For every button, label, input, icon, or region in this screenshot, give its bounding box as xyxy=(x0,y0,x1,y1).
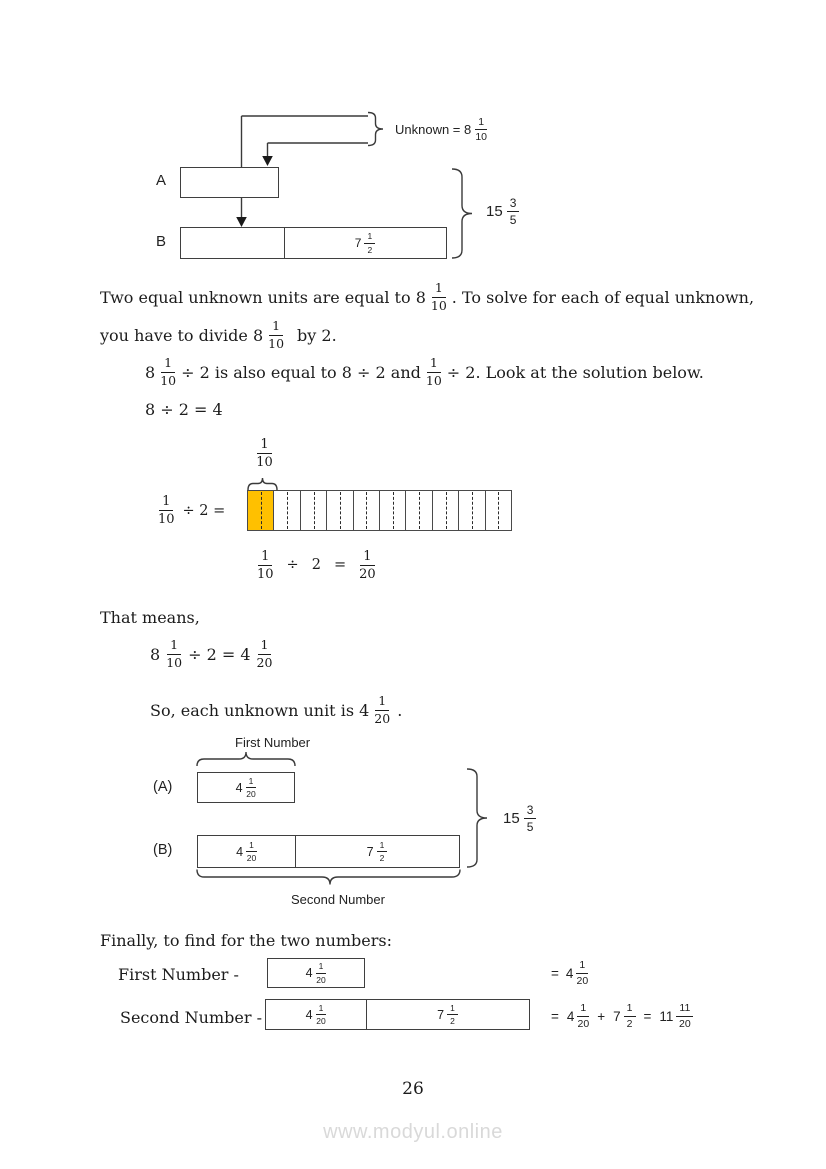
division-bar-cell xyxy=(379,491,405,530)
division-bar-cell xyxy=(273,491,299,530)
result-term-2-fraction: 1 2 xyxy=(624,1003,636,1029)
first-number-box-fraction: 1 20 xyxy=(316,961,326,985)
each-unit-text: So, each unknown unit is 4 1 20 . xyxy=(150,693,403,726)
tenth-label xyxy=(249,438,280,469)
division-bar-cell xyxy=(353,491,379,530)
unknown-label xyxy=(395,111,487,148)
bar-b-value-fraction: 1 2 xyxy=(364,232,375,254)
total-value-top: 15 3 5 xyxy=(486,189,519,233)
second-number-box-value1: 4 1 20 xyxy=(305,1002,326,1026)
division-bar-cell xyxy=(458,491,484,530)
bar-b-bottom-value2: 7 1 2 xyxy=(367,841,388,863)
left-fraction: $\frac{1}{10}$ xyxy=(158,494,175,527)
first-number-brace xyxy=(197,752,295,766)
inline-fraction: $\frac{1}{10}$ xyxy=(166,637,183,670)
division-bar-cell xyxy=(485,491,511,530)
bar-b-bottom-value1: 4 1 20 xyxy=(236,839,257,863)
result-term-1: 4 1 20 xyxy=(566,1002,590,1030)
second-number-box-fraction2: 1 2 xyxy=(447,1004,458,1026)
total-fraction-top: 3 5 xyxy=(507,197,520,226)
arrowhead-to-bar-a xyxy=(262,156,273,166)
second-number-row-label: Second Number - xyxy=(120,1007,262,1027)
bar-b xyxy=(180,227,447,259)
division-bar-cell xyxy=(405,491,431,530)
tenth-brace xyxy=(248,478,277,490)
division-bar-cell xyxy=(300,491,326,530)
that-means-text: That means, xyxy=(100,607,200,627)
inline-fraction: $\frac{1}{10}$ xyxy=(425,355,442,388)
paragraph1-line2: you have to divide 8 1 10 by 2. xyxy=(100,318,337,351)
result-mixed-number: 4 1 20 xyxy=(565,959,589,987)
equation-fraction-1: $\frac{1}{10}$ xyxy=(257,548,274,582)
first-number-result: = 4 1 20 xyxy=(551,959,589,987)
bar-a-bottom-fraction: 1 20 xyxy=(246,775,256,799)
unknown-fraction: 1 10 xyxy=(475,115,488,143)
bar-a-bottom-segment xyxy=(198,773,294,802)
inline-fraction: 1 20 xyxy=(374,693,391,726)
row-b-label: (B) xyxy=(153,842,173,858)
bar-a xyxy=(180,167,279,198)
first-number-box xyxy=(267,958,365,988)
division-bar-cell xyxy=(248,491,273,530)
finally-text: Finally, to find for the two numbers: xyxy=(100,930,392,950)
division-bar-cell xyxy=(326,491,352,530)
result-sum-fraction: 11 20 xyxy=(676,1003,693,1029)
inline-fraction: 1 20 xyxy=(256,637,273,670)
watermark: www.modyul.online xyxy=(323,1121,503,1143)
second-number-box xyxy=(265,999,530,1030)
bar-b-bottom-fraction2: 1 2 xyxy=(377,841,388,863)
equation-fraction-2: $\frac{1}{20}$ xyxy=(359,548,376,582)
bar-a-bottom xyxy=(197,772,295,803)
total-brace-top xyxy=(452,169,472,258)
bar-b-bottom-segment2 xyxy=(295,836,459,867)
result-fraction: 1 20 xyxy=(576,959,589,987)
bar-b-bottom xyxy=(197,835,460,868)
total-brace-bottom xyxy=(467,769,487,867)
first-number-box-segment xyxy=(268,959,364,987)
first-number-box-value: 4 1 20 xyxy=(305,961,326,985)
bar-b-row-label: B xyxy=(156,233,167,250)
division-bar-cell xyxy=(432,491,458,530)
division-left-expression: $\frac{1}{10}$ ÷ 2 = xyxy=(158,494,226,527)
paragraph2-line2: 8 ÷ 2 = 4 xyxy=(145,399,223,419)
page-number: 26 xyxy=(402,1079,424,1099)
unknown-brace xyxy=(368,113,383,146)
tenth-label-fraction: 1 10 xyxy=(256,437,273,470)
second-number-result: = 4 1 20 + 7 1 2 = 11 11 20 xyxy=(551,997,693,1035)
paragraph2-line1: 8 $\frac{1}{10}$ ÷ 2 is also equal to 8 ÷ 2 and $\frac{1}{10}$ ÷ 2. Look at the solution below. xyxy=(145,355,704,388)
arrowhead-to-bar-b xyxy=(236,217,247,227)
division-equation: $\frac{1}{10}$ ÷ 2 = $\frac{1}{20}$ xyxy=(257,548,376,582)
paragraph1-line1: Two equal unknown units are equal to 8 1 10 . To solve for each of equal unknown, xyxy=(100,280,755,313)
second-number-box-fraction1: 1 20 xyxy=(316,1002,326,1026)
second-number-box-segment1 xyxy=(266,1000,366,1029)
result-sum: 11 11 20 xyxy=(659,1003,693,1029)
unknown-label-text: Unknown = 8 xyxy=(395,122,472,137)
second-number-label: Second Number xyxy=(291,892,385,907)
bar-b-bottom-segment1 xyxy=(198,836,295,867)
bar-a-row-label: A xyxy=(156,172,167,189)
result-term-1-fraction: 1 20 xyxy=(577,1002,590,1030)
second-number-box-segment2 xyxy=(366,1000,529,1029)
bar-b-value: 7 1 2 xyxy=(355,232,375,254)
bar-b-segment2 xyxy=(284,228,446,258)
inline-fraction: $\frac{1}{10}$ xyxy=(160,355,177,388)
total-value-bottom: 15 3 5 xyxy=(503,795,536,841)
row-a-label: (A) xyxy=(153,779,173,795)
inline-fraction: 1 10 xyxy=(268,318,285,351)
bar-b-bottom-fraction1: 1 20 xyxy=(246,839,257,863)
first-number-row-label: First Number - xyxy=(118,964,239,984)
result-term-2: 7 1 2 xyxy=(613,1003,635,1029)
second-number-box-value2: 7 1 2 xyxy=(437,1004,458,1026)
inline-fraction: 1 10 xyxy=(430,280,447,313)
total-fraction-bottom: 3 5 xyxy=(524,804,537,833)
division-bar xyxy=(247,490,512,531)
paragraph3-equation: 8 $\frac{1}{10}$ ÷ 2 = 4 1 20 xyxy=(150,637,273,670)
first-number-label: First Number xyxy=(235,735,311,750)
bar-a-bottom-value: 4 1 20 xyxy=(235,775,256,799)
second-number-brace xyxy=(197,870,460,885)
